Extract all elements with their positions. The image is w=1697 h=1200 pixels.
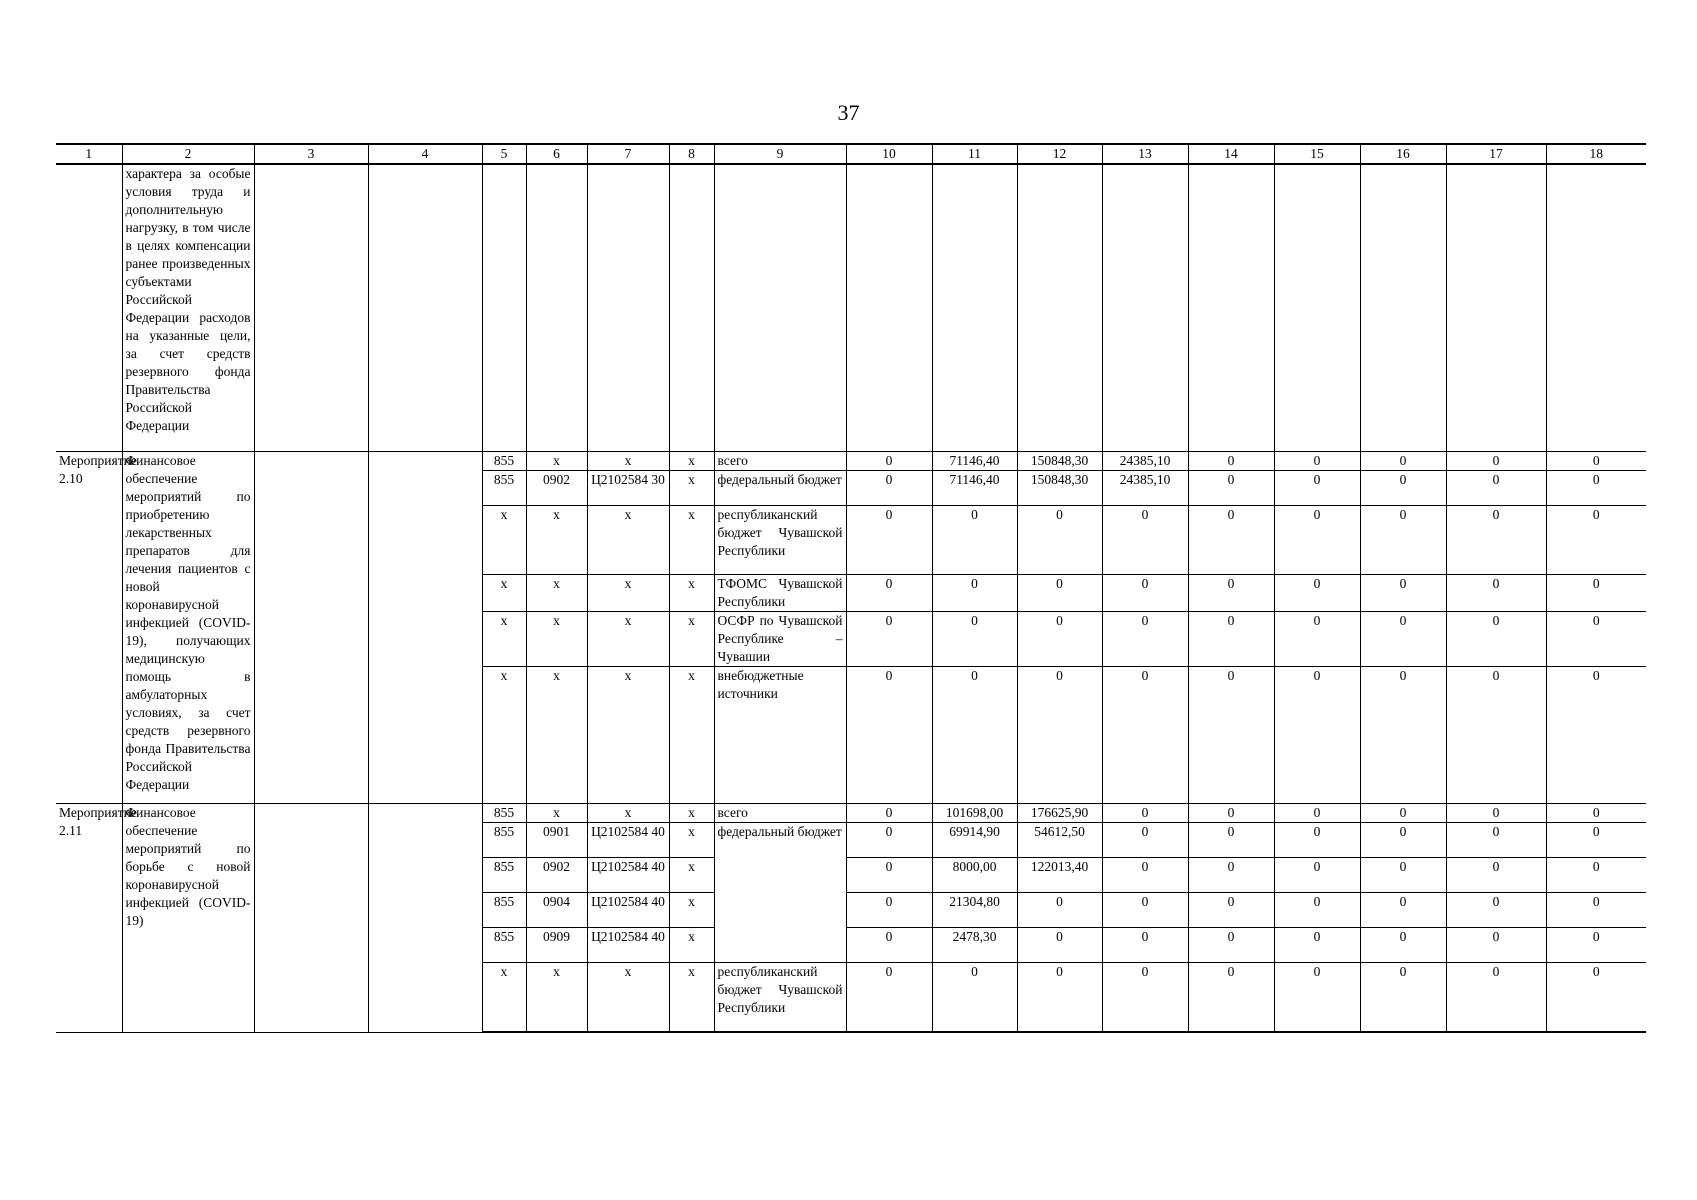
amount-cell: 0 (932, 667, 1017, 804)
amount-cell: 0 (1446, 471, 1546, 506)
amount-cell: 0 (1446, 506, 1546, 575)
amount-cell: 0 (846, 667, 932, 804)
header-cell: 3 (254, 144, 368, 164)
amount-cell: 0 (1274, 823, 1360, 858)
amount-cell: 0 (1274, 612, 1360, 667)
kbk-vr: x (669, 575, 714, 612)
amount-cell: 0 (1360, 928, 1446, 963)
kbk-grbs: x (482, 506, 526, 575)
measure-label: Мероприятие 2.10 (56, 452, 122, 804)
kbk-grbs: x (482, 575, 526, 612)
empty-cell (587, 164, 669, 452)
amount-cell: 0 (846, 575, 932, 612)
amount-cell: 0 (1360, 471, 1446, 506)
amount-cell: 0 (1188, 452, 1274, 471)
header-cell: 11 (932, 144, 1017, 164)
amount-cell: 0 (1017, 893, 1102, 928)
kbk-grbs: x (482, 963, 526, 1033)
header-cell: 10 (846, 144, 932, 164)
funding-source: всего (714, 804, 846, 823)
amount-cell: 0 (1188, 928, 1274, 963)
amount-cell: 0 (846, 823, 932, 858)
kbk-grbs: 855 (482, 471, 526, 506)
amount-cell: 0 (1102, 506, 1188, 575)
kbk-target: x (587, 963, 669, 1033)
amount-cell: 0 (1446, 928, 1546, 963)
amount-cell: 0 (1446, 612, 1546, 667)
kbk-vr: x (669, 823, 714, 858)
header-cell: 2 (122, 144, 254, 164)
amount-cell: 0 (846, 858, 932, 893)
amount-cell: 0 (1274, 963, 1360, 1033)
amount-cell: 0 (932, 506, 1017, 575)
empty-cell (1017, 164, 1102, 452)
kbk-target: Ц2102584 40 (587, 858, 669, 893)
funding-source: федеральный бюджет (714, 823, 846, 963)
amount-cell: 24385,10 (1102, 471, 1188, 506)
amount-cell: 0 (1546, 804, 1646, 823)
empty-cell (1274, 164, 1360, 452)
amount-cell: 0 (1360, 823, 1446, 858)
funding-source: внебюджетные источники (714, 667, 846, 804)
header-cell: 15 (1274, 144, 1360, 164)
amount-cell: 0 (1017, 928, 1102, 963)
empty-cell (482, 164, 526, 452)
amount-cell: 0 (1188, 575, 1274, 612)
amount-cell: 71146,40 (932, 471, 1017, 506)
kbk-vr: x (669, 667, 714, 804)
amount-cell: 122013,40 (1017, 858, 1102, 893)
empty-cell (368, 804, 482, 1033)
amount-cell: 0 (1188, 823, 1274, 858)
kbk-target: Ц2102584 40 (587, 823, 669, 858)
kbk-grbs: 855 (482, 858, 526, 893)
kbk-vr: x (669, 506, 714, 575)
amount-cell: 0 (1188, 612, 1274, 667)
empty-cell (254, 164, 368, 452)
empty-cell (254, 452, 368, 804)
kbk-target: x (587, 506, 669, 575)
amount-cell: 0 (846, 452, 932, 471)
kbk-section: 0901 (526, 823, 587, 858)
measure-description: Финансовое обеспечение мероприятий по борьбе с новой коронавирусной инфекцией (COVID-19) (122, 804, 254, 1033)
amount-cell: 101698,00 (932, 804, 1017, 823)
header-row (56, 144, 1646, 164)
amount-cell: 21304,80 (932, 893, 1017, 928)
kbk-vr: x (669, 963, 714, 1033)
header-cell: 16 (1360, 144, 1446, 164)
empty-cell (368, 452, 482, 804)
amount-cell: 0 (1360, 452, 1446, 471)
amount-cell: 0 (1017, 575, 1102, 612)
amount-cell: 0 (1360, 612, 1446, 667)
kbk-grbs: 855 (482, 823, 526, 858)
kbk-vr: x (669, 804, 714, 823)
amount-cell: 24385,10 (1102, 452, 1188, 471)
kbk-section: x (526, 612, 587, 667)
empty-cell (368, 164, 482, 452)
table-row (56, 804, 1646, 823)
amount-cell: 0 (1017, 963, 1102, 1033)
amount-cell: 0 (1446, 452, 1546, 471)
kbk-section: x (526, 963, 587, 1033)
header-cell: 17 (1446, 144, 1546, 164)
empty-cell (932, 164, 1017, 452)
empty-cell (714, 164, 846, 452)
amount-cell: 0 (1446, 823, 1546, 858)
amount-cell: 0 (1546, 963, 1646, 1033)
amount-cell: 0 (1546, 452, 1646, 471)
table-row (56, 164, 1646, 452)
measure-description: характера за особые условия труда и дополнительную нагрузку, в том числе в целях компенсации ранее произведенных субъектами Российской Федерации расходов на указанные цели, за счет средств резервного фонда Правительства Российской Федерации (122, 164, 254, 452)
amount-cell: 0 (1446, 963, 1546, 1033)
amount-cell: 0 (1360, 667, 1446, 804)
amount-cell: 0 (846, 804, 932, 823)
table-body (56, 144, 1646, 1032)
funding-source: ТФОМС Чувашской Республики (714, 575, 846, 612)
kbk-section: 0902 (526, 858, 587, 893)
amount-cell: 0 (1546, 858, 1646, 893)
amount-cell: 0 (846, 506, 932, 575)
amount-cell: 0 (1102, 804, 1188, 823)
funding-source: ОСФР по Чувашской Республике – Чувашии (714, 612, 846, 667)
amount-cell: 0 (1360, 893, 1446, 928)
amount-cell: 0 (1102, 858, 1188, 893)
kbk-grbs: 855 (482, 928, 526, 963)
amount-cell: 0 (846, 612, 932, 667)
empty-cell (846, 164, 932, 452)
amount-cell: 0 (1017, 506, 1102, 575)
amount-cell: 150848,30 (1017, 471, 1102, 506)
kbk-grbs: x (482, 612, 526, 667)
amount-cell: 0 (1546, 667, 1646, 804)
amount-cell: 71146,40 (932, 452, 1017, 471)
amount-cell: 0 (1274, 667, 1360, 804)
kbk-vr: x (669, 612, 714, 667)
kbk-section: 0909 (526, 928, 587, 963)
kbk-target: Ц2102584 40 (587, 893, 669, 928)
header-cell: 14 (1188, 144, 1274, 164)
header-cell: 7 (587, 144, 669, 164)
amount-cell: 0 (1188, 506, 1274, 575)
kbk-target: x (587, 575, 669, 612)
header-cell: 4 (368, 144, 482, 164)
kbk-grbs: 855 (482, 804, 526, 823)
amount-cell: 0 (1446, 893, 1546, 928)
page-number: 37 (837, 100, 860, 125)
funding-source: республиканский бюджет Чувашской Республики (714, 506, 846, 575)
amount-cell: 0 (1546, 823, 1646, 858)
kbk-section: x (526, 506, 587, 575)
empty-cell (526, 164, 587, 452)
amount-cell: 0 (1446, 667, 1546, 804)
amount-cell: 0 (1546, 612, 1646, 667)
amount-cell: 0 (1360, 575, 1446, 612)
kbk-section: x (526, 452, 587, 471)
amount-cell: 0 (1274, 506, 1360, 575)
amount-cell: 0 (1188, 667, 1274, 804)
amount-cell: 0 (1188, 963, 1274, 1033)
amount-cell: 54612,50 (1017, 823, 1102, 858)
header-cell: 9 (714, 144, 846, 164)
kbk-grbs: x (482, 667, 526, 804)
kbk-target: Ц2102584 40 (587, 928, 669, 963)
amount-cell: 0 (1274, 575, 1360, 612)
kbk-section: x (526, 667, 587, 804)
header-cell: 8 (669, 144, 714, 164)
header-cell: 5 (482, 144, 526, 164)
kbk-vr: x (669, 471, 714, 506)
amount-cell: 0 (1102, 963, 1188, 1033)
kbk-target: x (587, 452, 669, 471)
header-cell: 1 (56, 144, 122, 164)
amount-cell: 0 (1188, 804, 1274, 823)
amount-cell: 0 (1546, 575, 1646, 612)
amount-cell: 8000,00 (932, 858, 1017, 893)
amount-cell: 0 (846, 471, 932, 506)
amount-cell: 0 (1546, 506, 1646, 575)
funding-source: республиканский бюджет Чувашской Республики (714, 963, 846, 1033)
amount-cell: 0 (1188, 471, 1274, 506)
amount-cell: 0 (932, 612, 1017, 667)
amount-cell: 0 (1360, 506, 1446, 575)
empty-cell (1360, 164, 1446, 452)
amount-cell: 0 (1360, 804, 1446, 823)
col1-cell (56, 164, 122, 452)
empty-cell (1546, 164, 1646, 452)
amount-cell: 0 (1274, 893, 1360, 928)
amount-cell: 2478,30 (932, 928, 1017, 963)
header-cell: 6 (526, 144, 587, 164)
kbk-target: Ц2102584 30 (587, 471, 669, 506)
empty-cell (1188, 164, 1274, 452)
amount-cell: 0 (1546, 928, 1646, 963)
amount-cell: 0 (1102, 667, 1188, 804)
amount-cell: 0 (1546, 893, 1646, 928)
kbk-section: x (526, 804, 587, 823)
amount-cell: 0 (1102, 575, 1188, 612)
amount-cell: 0 (1102, 823, 1188, 858)
amount-cell: 0 (932, 963, 1017, 1033)
empty-cell (1446, 164, 1546, 452)
header-cell: 12 (1017, 144, 1102, 164)
amount-cell: 0 (1017, 667, 1102, 804)
amount-cell: 0 (846, 963, 932, 1033)
amount-cell: 0 (1274, 858, 1360, 893)
kbk-target: x (587, 612, 669, 667)
empty-cell (254, 804, 368, 1033)
amount-cell: 69914,90 (932, 823, 1017, 858)
amount-cell: 0 (1102, 612, 1188, 667)
kbk-grbs: 855 (482, 452, 526, 471)
kbk-vr: x (669, 928, 714, 963)
kbk-section: 0902 (526, 471, 587, 506)
header-cell: 18 (1546, 144, 1646, 164)
amount-cell: 0 (1446, 575, 1546, 612)
kbk-vr: x (669, 858, 714, 893)
amount-cell: 176625,90 (1017, 804, 1102, 823)
kbk-section: 0904 (526, 893, 587, 928)
amount-cell: 0 (1188, 893, 1274, 928)
amount-cell: 0 (1546, 471, 1646, 506)
amount-cell: 0 (1274, 471, 1360, 506)
kbk-target: x (587, 804, 669, 823)
header-cell: 13 (1102, 144, 1188, 164)
amount-cell: 0 (1274, 928, 1360, 963)
amount-cell: 150848,30 (1017, 452, 1102, 471)
empty-cell (669, 164, 714, 452)
amount-cell: 0 (1102, 928, 1188, 963)
measure-description: Финансовое обеспечение мероприятий по приобретению лекарственных препаратов для лечения пациентов с новой коронавирусной инфекцией (COVID-19), получающих медицинскую помощь в амбулаторных условиях, за счет средств резервного фонда Правительства Российской Федерации (122, 452, 254, 804)
kbk-grbs: 855 (482, 893, 526, 928)
amount-cell: 0 (932, 575, 1017, 612)
amount-cell: 0 (1102, 893, 1188, 928)
amount-cell: 0 (1017, 612, 1102, 667)
kbk-section: x (526, 575, 587, 612)
kbk-target: x (587, 667, 669, 804)
empty-cell (1102, 164, 1188, 452)
amount-cell: 0 (1446, 804, 1546, 823)
kbk-vr: x (669, 452, 714, 471)
kbk-vr: x (669, 893, 714, 928)
amount-cell: 0 (1360, 963, 1446, 1033)
funding-source: всего (714, 452, 846, 471)
amount-cell: 0 (1446, 858, 1546, 893)
amount-cell: 0 (1274, 452, 1360, 471)
amount-cell: 0 (1360, 858, 1446, 893)
table-row (56, 452, 1646, 471)
measure-label: Мероприятие 2.11 (56, 804, 122, 1033)
amount-cell: 0 (1274, 804, 1360, 823)
funding-source: федеральный бюджет (714, 471, 846, 506)
budget-table (56, 143, 1646, 1033)
amount-cell: 0 (1188, 858, 1274, 893)
amount-cell: 0 (846, 893, 932, 928)
amount-cell: 0 (846, 928, 932, 963)
